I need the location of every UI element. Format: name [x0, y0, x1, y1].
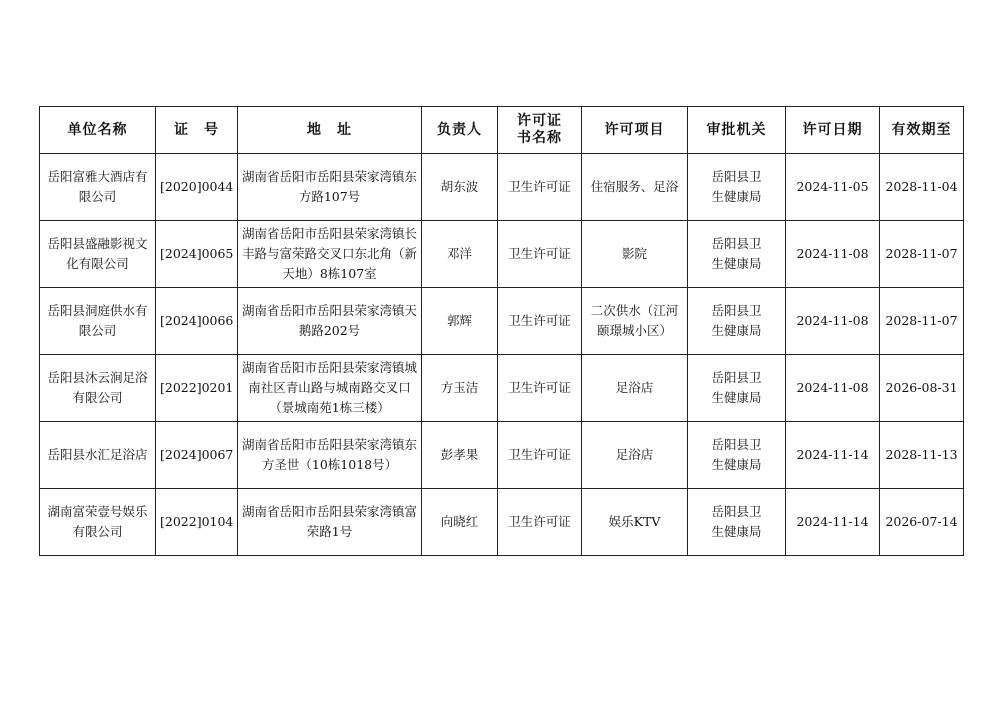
authority-cell: 岳阳县卫生健康局 — [688, 355, 786, 422]
address-cell: 湖南省岳阳市岳阳县荣家湾镇城南社区青山路与城南路交叉口（景城南苑1栋三楼） — [238, 355, 422, 422]
table-row — [40, 355, 964, 422]
cert-name-cell: 卫生许可证 — [498, 288, 582, 355]
cert-name-cell: 卫生许可证 — [498, 422, 582, 489]
valid-until-cell: 2026-07-14 — [880, 489, 964, 556]
address-cell: 湖南省岳阳市岳阳县荣家湾镇富荣路1号 — [238, 489, 422, 556]
header-row — [40, 107, 964, 154]
person-cell: 向晓红 — [422, 489, 498, 556]
unit-name-cell: 岳阳富雅大酒店有限公司 — [40, 154, 156, 221]
person-cell: 彭孝果 — [422, 422, 498, 489]
cert-name-cell: 卫生许可证 — [498, 489, 582, 556]
issue-date-cell: 2024-11-08 — [786, 355, 880, 422]
issue-date-cell: 2024-11-05 — [786, 154, 880, 221]
issue-date-cell: 2024-11-08 — [786, 288, 880, 355]
table-row — [40, 288, 964, 355]
issue-date-cell: 2024-11-08 — [786, 221, 880, 288]
license-no-cell: [2022]0201 — [156, 355, 238, 422]
item-cell: 足浴店 — [582, 355, 688, 422]
unit-name-cell: 岳阳县沐云涧足浴有限公司 — [40, 355, 156, 422]
header-cert-name: 许可证书名称 — [498, 107, 582, 154]
item-cell: 二次供水（江河颐璟城小区） — [582, 288, 688, 355]
permit-table — [39, 106, 964, 556]
person-cell: 胡东波 — [422, 154, 498, 221]
table-row — [40, 422, 964, 489]
authority-cell: 岳阳县卫生健康局 — [688, 288, 786, 355]
valid-until-cell: 2028-11-07 — [880, 288, 964, 355]
valid-until-cell: 2028-11-04 — [880, 154, 964, 221]
issue-date-cell: 2024-11-14 — [786, 489, 880, 556]
valid-until-cell: 2028-11-07 — [880, 221, 964, 288]
person-cell: 邓洋 — [422, 221, 498, 288]
unit-name-cell: 岳阳县洞庭供水有限公司 — [40, 288, 156, 355]
authority-cell: 岳阳县卫生健康局 — [688, 154, 786, 221]
header-authority: 审批机关 — [688, 107, 786, 154]
authority-cell: 岳阳县卫生健康局 — [688, 489, 786, 556]
header-valid-until: 有效期至 — [880, 107, 964, 154]
issue-date-cell: 2024-11-14 — [786, 422, 880, 489]
person-cell: 方玉洁 — [422, 355, 498, 422]
license-no-cell: [2022]0104 — [156, 489, 238, 556]
header-address: 地 址 — [238, 107, 422, 154]
table-row — [40, 154, 964, 221]
item-cell: 足浴店 — [582, 422, 688, 489]
cert-name-cell: 卫生许可证 — [498, 154, 582, 221]
valid-until-cell: 2028-11-13 — [880, 422, 964, 489]
license-no-cell: [2024]0066 — [156, 288, 238, 355]
address-cell: 湖南省岳阳市岳阳县荣家湾镇东方路107号 — [238, 154, 422, 221]
cert-name-cell: 卫生许可证 — [498, 221, 582, 288]
license-no-cell: [2024]0065 — [156, 221, 238, 288]
item-cell: 娱乐KTV — [582, 489, 688, 556]
item-cell: 住宿服务、足浴 — [582, 154, 688, 221]
unit-name-cell: 岳阳县水汇足浴店 — [40, 422, 156, 489]
valid-until-cell: 2026-08-31 — [880, 355, 964, 422]
header-item: 许可项目 — [582, 107, 688, 154]
header-issue-date: 许可日期 — [786, 107, 880, 154]
unit-name-cell: 岳阳县盛融影视文化有限公司 — [40, 221, 156, 288]
address-cell: 湖南省岳阳市岳阳县荣家湾镇天鹅路202号 — [238, 288, 422, 355]
license-no-cell: [2024]0067 — [156, 422, 238, 489]
header-person: 负责人 — [422, 107, 498, 154]
cert-name-cell: 卫生许可证 — [498, 355, 582, 422]
table-row — [40, 221, 964, 288]
address-cell: 湖南省岳阳市岳阳县荣家湾镇长丰路与富荣路交叉口东北角（新天地）8栋107室 — [238, 221, 422, 288]
table-row — [40, 489, 964, 556]
header-unit-name: 单位名称 — [40, 107, 156, 154]
authority-cell: 岳阳县卫生健康局 — [688, 221, 786, 288]
unit-name-cell: 湖南富荣壹号娱乐有限公司 — [40, 489, 156, 556]
item-cell: 影院 — [582, 221, 688, 288]
license-no-cell: [2020]0044 — [156, 154, 238, 221]
person-cell: 郭辉 — [422, 288, 498, 355]
address-cell: 湖南省岳阳市岳阳县荣家湾镇东方圣世（10栋1018号） — [238, 422, 422, 489]
header-license-no: 证 号 — [156, 107, 238, 154]
authority-cell: 岳阳县卫生健康局 — [688, 422, 786, 489]
